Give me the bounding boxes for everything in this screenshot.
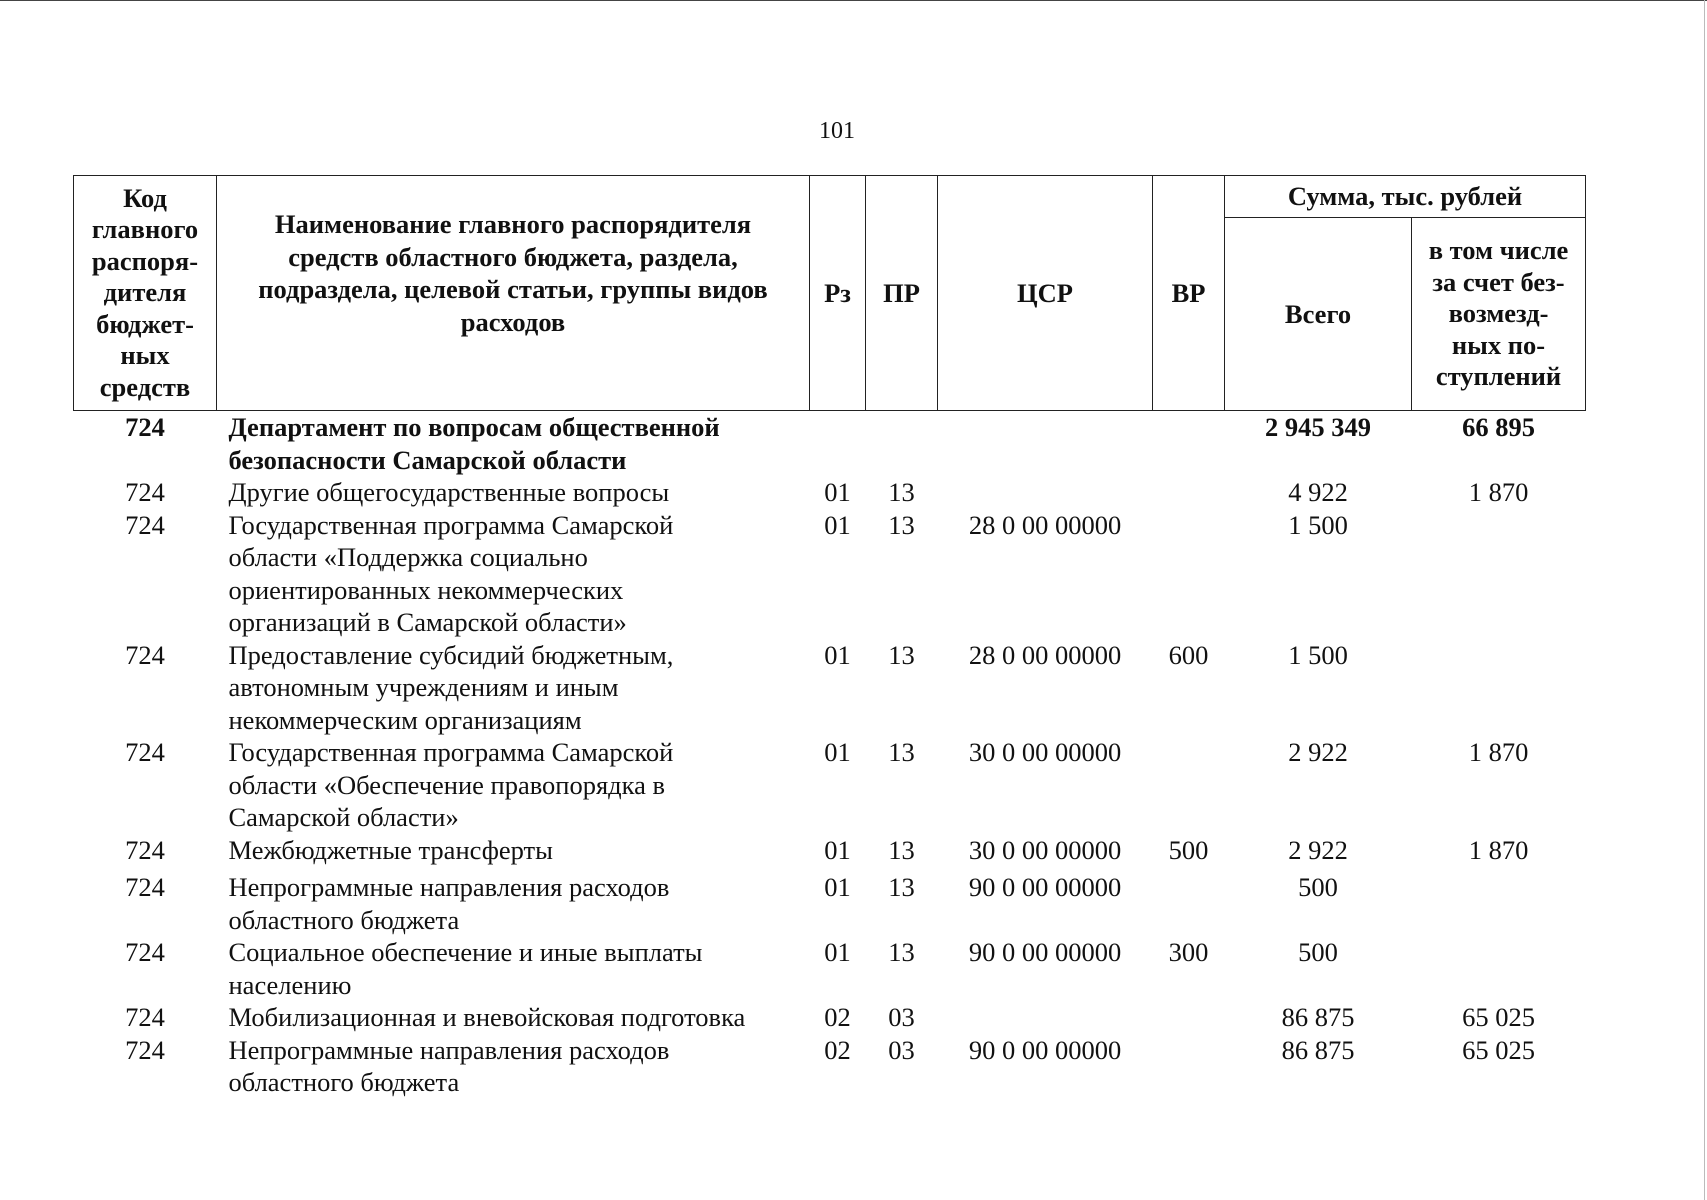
cell-rz: 02 bbox=[824, 1034, 851, 1065]
cell-rz: 01 bbox=[824, 509, 851, 540]
table-row bbox=[74, 866, 1586, 936]
cell-rz: 01 bbox=[824, 477, 851, 507]
scan-right-edge bbox=[1704, 0, 1705, 1200]
table-body bbox=[74, 411, 1586, 1099]
cell-code: 724 bbox=[125, 639, 165, 670]
scan-top-edge bbox=[0, 0, 1707, 5]
header-code-line: ных bbox=[120, 340, 170, 371]
cell-rz: 01 bbox=[824, 937, 851, 967]
cell-rz bbox=[810, 411, 866, 477]
cell-name-line: организаций в Самарской области» bbox=[228, 607, 627, 637]
cell-name-line: области «Поддержка социально bbox=[228, 542, 588, 572]
table-row bbox=[74, 936, 1586, 1001]
cell-pr: 13 bbox=[888, 872, 915, 902]
cell-rz: 01 bbox=[824, 639, 851, 670]
cell-csr bbox=[938, 476, 1153, 509]
cell-free: 1 870 bbox=[1468, 737, 1529, 767]
cell-name bbox=[217, 1034, 810, 1099]
table-row bbox=[74, 1034, 1586, 1099]
cell-name-line: автономным учреждениям и иным bbox=[228, 672, 619, 702]
header-code bbox=[74, 176, 217, 411]
cell-vr: 300 bbox=[1168, 937, 1209, 967]
header-free-line: ступлений bbox=[1435, 361, 1562, 392]
cell-name-line: населению bbox=[228, 969, 352, 1000]
cell-code: 724 bbox=[125, 872, 165, 902]
cell-free: 65 025 bbox=[1462, 1002, 1535, 1032]
cell-total: 1 500 bbox=[1288, 509, 1348, 540]
cell-name bbox=[217, 834, 810, 867]
table-row bbox=[74, 411, 1586, 477]
cell-total: 4 922 bbox=[1288, 477, 1348, 507]
header-pr: ПР bbox=[866, 176, 938, 411]
cell-name-line: Государственная программа Самарской bbox=[228, 509, 674, 540]
cell-total: 500 bbox=[1298, 937, 1338, 967]
cell-name bbox=[217, 936, 810, 1001]
cell-vr bbox=[1153, 509, 1225, 639]
table-row bbox=[74, 834, 1586, 867]
cell-name bbox=[217, 1001, 810, 1034]
cell-csr: 90 0 00 00000 bbox=[968, 872, 1122, 902]
header-vr: ВР bbox=[1153, 176, 1225, 411]
cell-csr: 28 0 00 00000 bbox=[968, 639, 1122, 670]
header-free-line: за счет без- bbox=[1432, 266, 1565, 297]
cell-name bbox=[217, 866, 810, 936]
cell-code: 724 bbox=[125, 509, 165, 540]
cell-name-line: Непрограммные направления расходов bbox=[228, 1034, 670, 1065]
cell-vr: 600 bbox=[1168, 639, 1209, 670]
cell-total: 86 875 bbox=[1281, 1002, 1355, 1032]
cell-total: 2 922 bbox=[1288, 737, 1348, 767]
cell-name bbox=[217, 639, 810, 737]
cell-pr: 13 bbox=[888, 834, 915, 865]
cell-total: 2 922 bbox=[1288, 834, 1348, 865]
cell-name bbox=[217, 476, 810, 509]
header-csr: ЦСР bbox=[938, 176, 1153, 411]
cell-vr bbox=[1153, 736, 1225, 834]
cell-total: 2 945 349 bbox=[1265, 412, 1371, 442]
header-free bbox=[1412, 218, 1586, 411]
cell-csr: 90 0 00 00000 bbox=[968, 937, 1122, 967]
cell-name-line: Предоставление субсидий бюджетным, bbox=[228, 639, 674, 670]
table-row bbox=[74, 476, 1586, 509]
cell-name-line: областного бюджета bbox=[228, 904, 460, 935]
cell-rz: 02 bbox=[824, 1002, 851, 1032]
cell-free: 66 895 bbox=[1462, 412, 1535, 442]
cell-name-line: Государственная программа Самарской bbox=[228, 737, 674, 767]
cell-free: 1 870 bbox=[1468, 477, 1529, 507]
header-total: Всего bbox=[1225, 218, 1412, 411]
table-row bbox=[74, 509, 1586, 639]
cell-code: 724 bbox=[125, 1034, 165, 1065]
cell-code: 724 bbox=[125, 477, 165, 507]
cell-csr: 30 0 00 00000 bbox=[968, 737, 1122, 767]
cell-pr bbox=[866, 411, 938, 477]
cell-total: 86 875 bbox=[1281, 1034, 1355, 1065]
cell-free bbox=[1412, 509, 1586, 639]
cell-free bbox=[1412, 936, 1586, 1001]
cell-name-line: Другие общегосударственные вопросы bbox=[228, 477, 670, 507]
cell-free: 1 870 bbox=[1468, 834, 1529, 865]
cell-name-line: Мобилизационная и вневойсковая подготовка bbox=[228, 1002, 746, 1032]
cell-code: 724 bbox=[125, 737, 165, 767]
cell-code: 724 bbox=[125, 937, 165, 967]
cell-vr: 500 bbox=[1168, 834, 1209, 865]
cell-pr: 13 bbox=[888, 639, 915, 670]
header-code-line: средств bbox=[99, 371, 191, 402]
cell-name-line: Межбюджетные трансферты bbox=[228, 834, 553, 865]
cell-pr: 03 bbox=[888, 1002, 915, 1032]
header-free-line: в том числе bbox=[1428, 235, 1569, 266]
cell-csr bbox=[938, 411, 1153, 477]
header-free-line: возмезд- bbox=[1448, 298, 1549, 329]
cell-name-line: ориентированных некоммерческих bbox=[228, 574, 624, 605]
cell-total: 1 500 bbox=[1288, 639, 1348, 670]
cell-free: 65 025 bbox=[1462, 1034, 1535, 1065]
cell-free bbox=[1412, 639, 1586, 737]
cell-csr: 90 0 00 00000 bbox=[968, 1034, 1122, 1065]
cell-name-line: некоммерческим организациям bbox=[228, 704, 582, 735]
cell-vr bbox=[1153, 1001, 1225, 1034]
cell-vr bbox=[1153, 476, 1225, 509]
header-code-line: главного bbox=[91, 214, 199, 245]
header-free-line: ных по- bbox=[1451, 329, 1546, 360]
cell-csr: 30 0 00 00000 bbox=[968, 834, 1122, 865]
table-header bbox=[74, 176, 1586, 411]
cell-name bbox=[217, 509, 810, 639]
cell-pr: 03 bbox=[888, 1034, 915, 1065]
cell-rz: 01 bbox=[824, 737, 851, 767]
table-row bbox=[74, 1001, 1586, 1034]
header-code-line: Код bbox=[123, 182, 167, 213]
cell-name-line: областного бюджета bbox=[228, 1067, 460, 1097]
cell-code: 724 bbox=[125, 412, 165, 442]
cell-name-line: безопасности Самарской области bbox=[228, 444, 627, 475]
header-rz: Рз bbox=[810, 176, 866, 411]
table-row bbox=[74, 639, 1586, 737]
cell-name-line: Социальное обеспечение и иные выплаты bbox=[228, 937, 703, 967]
header-code-line: дителя bbox=[103, 277, 187, 308]
cell-csr bbox=[938, 1001, 1153, 1034]
cell-code: 724 bbox=[125, 834, 165, 865]
cell-name-line: Самарской области» bbox=[228, 802, 459, 832]
cell-name bbox=[217, 411, 810, 477]
cell-total: 500 bbox=[1298, 872, 1338, 902]
header-code-line: распоря- bbox=[91, 245, 199, 276]
cell-pr: 13 bbox=[888, 937, 915, 967]
cell-vr bbox=[1153, 1034, 1225, 1099]
cell-csr: 28 0 00 00000 bbox=[968, 509, 1122, 540]
cell-pr: 13 bbox=[888, 477, 915, 507]
cell-rz: 01 bbox=[824, 834, 851, 865]
page-number: 101 bbox=[819, 118, 855, 144]
cell-free bbox=[1412, 866, 1586, 936]
table-row bbox=[74, 736, 1586, 834]
cell-name-line: области «Обеспечение правопорядка в bbox=[228, 769, 666, 800]
header-code-line: бюджет- bbox=[96, 308, 194, 339]
cell-rz: 01 bbox=[824, 872, 851, 902]
cell-name-line: Департамент по вопросам общественной bbox=[228, 412, 720, 442]
header-name: Наименование главного распорядителя средств областного бюджета, раздела, подраздела, целевой статьи, группы видов расходов bbox=[217, 176, 810, 411]
cell-pr: 13 bbox=[888, 509, 915, 540]
cell-code: 724 bbox=[125, 1002, 165, 1032]
cell-name-line: Непрограммные направления расходов bbox=[228, 872, 670, 902]
header-sum-group: Сумма, тыс. рублей bbox=[1225, 176, 1586, 218]
cell-vr bbox=[1153, 866, 1225, 936]
cell-name bbox=[217, 736, 810, 834]
budget-table bbox=[73, 175, 1586, 1099]
cell-vr bbox=[1153, 411, 1225, 477]
cell-pr: 13 bbox=[888, 737, 915, 767]
